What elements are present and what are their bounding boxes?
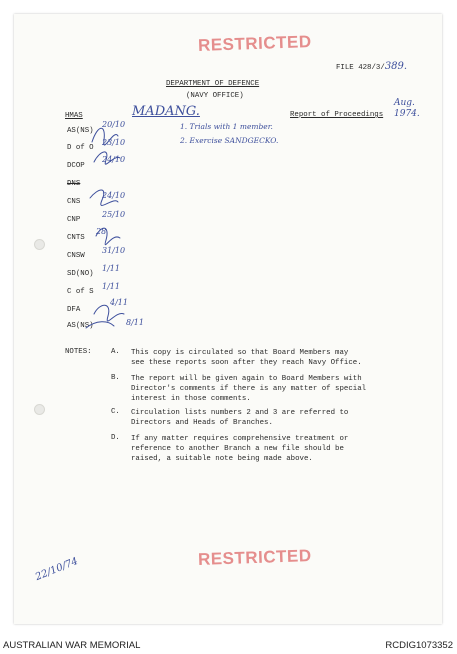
item-1: 1. Trials with 1 member. xyxy=(180,122,273,131)
circulation-code: CNP xyxy=(67,216,81,224)
office-heading: (NAVY OFFICE) xyxy=(186,92,244,100)
ink-tick xyxy=(94,305,124,321)
ink-tick xyxy=(96,228,120,245)
restricted-stamp-top: RESTRICTED xyxy=(197,32,312,55)
ship-name: MADANG. xyxy=(132,104,200,119)
circulation-initials: 23/10 xyxy=(102,138,126,147)
circulation-code: DCOP xyxy=(67,162,85,170)
circulation-initials: 24/10 xyxy=(102,191,126,200)
note-text: If any matter requires comprehensive treatment or reference to another Branch a new file should be raised, a suitable note being made above. xyxy=(131,435,349,463)
ink-annotations xyxy=(84,114,154,344)
notes-label: NOTES: xyxy=(65,348,92,356)
file-number-handwritten: 389. xyxy=(384,61,408,72)
note-letter: A. xyxy=(111,348,120,356)
footer-record-id: RCDIG1073352 xyxy=(385,640,453,651)
circulation-initials: 28 xyxy=(96,227,107,236)
note-letter: D. xyxy=(111,434,120,442)
ink-tick xyxy=(90,190,118,205)
circulation-code: AS(NS) xyxy=(67,322,94,330)
circulation-code: DFA xyxy=(67,306,81,314)
filing-mark: 22/10/74 xyxy=(33,555,80,583)
restricted-stamp-bottom: RESTRICTED xyxy=(197,546,312,569)
circulation-initials: 25/10 xyxy=(102,210,126,219)
circulation-code: D of O xyxy=(67,144,94,152)
punch-hole xyxy=(34,239,45,250)
circulation-code: C of S xyxy=(67,288,94,296)
ink-tick xyxy=(92,128,118,145)
circulation-code: CNTS xyxy=(67,234,85,242)
circulation-initials: 4/11 xyxy=(110,298,128,307)
file-reference xyxy=(336,61,407,72)
punch-hole xyxy=(34,404,45,415)
note-text: The report will be given again to Board Members with Director's comments if there is any matter of special interest in those comments. xyxy=(131,375,367,403)
item-2: 2. Exercise SANDGECKO. xyxy=(180,136,279,145)
circulation-initials: 24/10 xyxy=(102,155,126,164)
note-text: Circulation lists numbers 2 and 3 are referred to Directors and Heads of Branches. xyxy=(131,409,349,427)
circulation-initials: 1/11 xyxy=(102,264,120,273)
note-letter: C. xyxy=(111,408,120,416)
circulation-initials: 31/10 xyxy=(102,246,126,255)
note-letter: B. xyxy=(111,374,120,382)
hmas-label: HMAS xyxy=(65,112,83,120)
file-number: 428/3/ xyxy=(358,64,385,72)
report-title: Report of Proceedings xyxy=(290,111,384,119)
circulation-initials: 8/11 xyxy=(126,318,144,327)
report-month: Aug. 1974. xyxy=(394,98,420,119)
circulation-code: SD(NO) xyxy=(67,270,94,278)
department-heading: DEPARTMENT OF DEFENCE xyxy=(166,80,260,88)
circulation-code: AS(NS) xyxy=(67,127,94,135)
file-label: FILE xyxy=(336,64,354,72)
ink-tick xyxy=(94,152,120,164)
ink-tick xyxy=(86,322,114,328)
note-text: This copy is circulated so that Board Members may see these reports soon after they reach Navy Office. xyxy=(131,349,362,367)
circulation-code: CNSW xyxy=(67,252,85,260)
footer-institution: AUSTRALIAN WAR MEMORIAL xyxy=(3,640,141,651)
circulation-code: CNS xyxy=(67,198,81,206)
document-page xyxy=(14,14,442,624)
circulation-initials: 1/11 xyxy=(102,282,120,291)
circulation-code: DNS xyxy=(67,180,81,188)
circulation-initials: 20/10 xyxy=(102,120,126,129)
